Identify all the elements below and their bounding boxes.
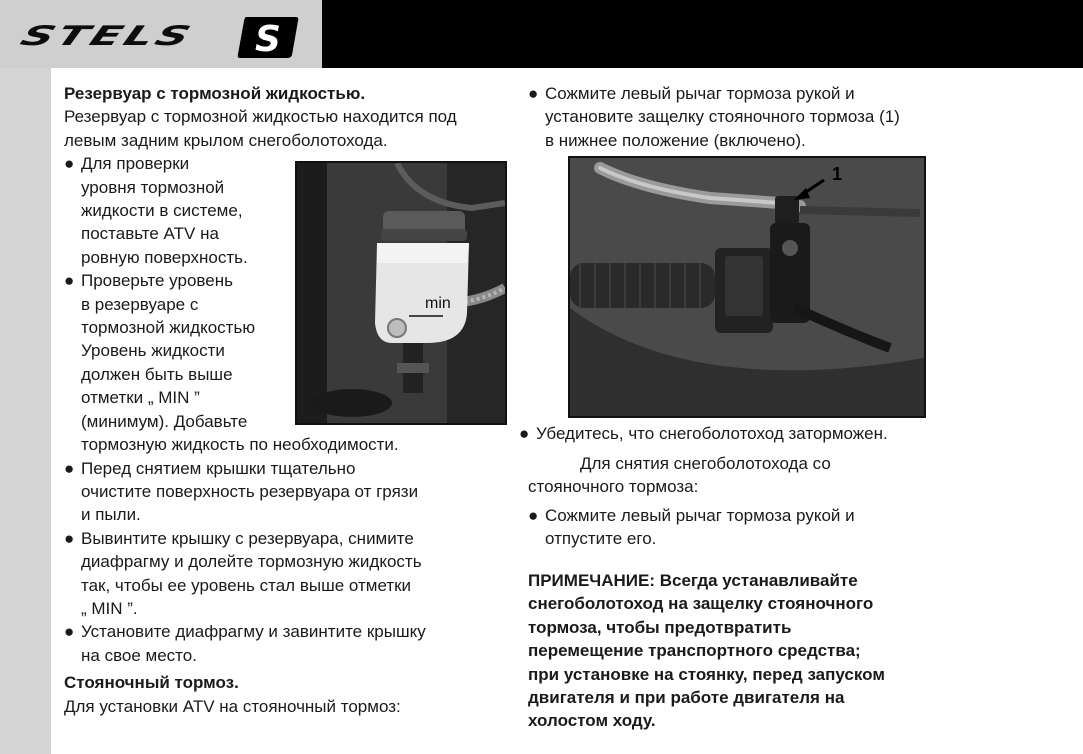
bullet-line: так, чтобы ее уровень стал выше отметки: [81, 575, 412, 595]
note-line: при установке на стоянку, перед запуском: [528, 664, 885, 684]
note-block: [528, 569, 968, 733]
release-bullet-section: [528, 504, 968, 551]
note-line: двигателя и при работе двигателя на: [528, 688, 845, 708]
bullet-line: Убедитесь, что снегоболотоход заторможен.: [536, 424, 888, 443]
bullet-line: Перед снятием крышки тщательно: [81, 458, 356, 478]
bullet-line: ровную поверхность.: [81, 247, 248, 267]
brand-logo-text: STELS: [15, 21, 199, 52]
bullet-line: Установите диафрагму и завинтите крышку: [81, 622, 426, 642]
bullet-line: Уровень жидкости: [81, 341, 225, 361]
bullet-line: „ MIN ”.: [81, 598, 138, 618]
bullet-squeeze-lever-release: [528, 504, 968, 551]
bullet-line: и пыли.: [81, 505, 141, 525]
brand-badge-icon: [236, 15, 300, 60]
bullet-icon: ●: [64, 622, 75, 642]
bullet-line: на свое место.: [81, 645, 197, 665]
right-column-lower: [519, 422, 979, 445]
bullet-line: уровня тормозной: [81, 177, 225, 197]
bullet-icon: ●: [64, 271, 75, 291]
bullet-icon: ●: [64, 528, 75, 548]
bullet-line: Для проверки: [81, 154, 190, 174]
reservoir-photo: [295, 161, 507, 425]
bullet-icon: ●: [64, 458, 75, 478]
bullet-check-level: [64, 152, 293, 269]
right-column: [528, 82, 968, 152]
bullet-confirm-braked: [519, 422, 979, 445]
bullet-icon: ●: [64, 154, 75, 174]
bullet-clean-cap: [64, 457, 506, 527]
logo-panel: [0, 0, 322, 68]
bullet-line: в резервуаре с: [81, 294, 199, 314]
bullet-line: должен быть выше: [81, 364, 233, 384]
left-sidebar-strip: [0, 68, 51, 754]
bullet-line: Сожмите левый рычаг тормоза рукой и: [545, 84, 855, 103]
bullet-line: установите защелку стояночного тормоза (1): [545, 107, 900, 127]
bullet-line: тормозной жидкостью: [81, 318, 256, 338]
heading-brake-reservoir: Резервуар с тормозной жидкостью.: [64, 84, 366, 103]
bullet-line: тормозную жидкость по необходимости.: [81, 435, 399, 455]
intro-line-1: Резервуар с тормозной жидкостью находится под: [64, 107, 457, 127]
bullet-refill: [64, 527, 506, 621]
min-mark-label: min: [425, 295, 451, 312]
note-line: снегоболотоход на защелку стояночного: [528, 594, 874, 614]
note-line: ПРИМЕЧАНИЕ: Всегда устанавливайте: [528, 571, 858, 590]
release-section: [528, 452, 968, 499]
bullet-line: Сожмите левый рычаг тормоза рукой и: [545, 506, 855, 525]
bullet-icon: ●: [519, 424, 530, 443]
bullet-squeeze-lever-set: [528, 82, 968, 152]
note-line: холостом ходу.: [528, 711, 656, 731]
callout-1-label: 1: [832, 164, 843, 184]
parking-intro: Для установки ATV на стояночный тормоз:: [64, 696, 401, 716]
bullet-icon: ●: [528, 506, 539, 525]
intro-line-2: левым задним крылом снегоболотохода.: [64, 130, 388, 150]
bullet-line: Вывинтите крышку с резервуара, снимите: [81, 528, 414, 548]
bullet-line: Проверьте уровень: [81, 271, 233, 291]
bullet-line: диафрагму и долейте тормозную жидкость: [81, 552, 422, 572]
brand-badge-letter: S: [255, 19, 281, 60]
heading-parking-brake: Стояночный тормоз.: [64, 673, 239, 693]
bullet-icon: ●: [528, 84, 539, 103]
parking-latch: [775, 196, 799, 224]
bullet-line: отпустите его.: [545, 529, 657, 549]
bullet-line: отметки „ MIN ”: [81, 388, 200, 408]
bullet-line: очистите поверхность резервуара от грязи: [81, 481, 419, 501]
bullet-line: в нижнее положение (включено).: [545, 130, 806, 150]
bullet-reinstall-cap: [64, 620, 506, 667]
brake-lever-photo: [568, 156, 926, 418]
release-line-1: Для снятия снегоболотохода со: [580, 454, 831, 473]
release-line-2: стояночного тормоза:: [528, 477, 699, 497]
bullet-line: жидкости в системе,: [81, 201, 243, 221]
note-line: тормоза, чтобы предотвратить: [528, 617, 792, 637]
bullet-line: поставьте ATV на: [81, 224, 219, 244]
note-line: перемещение транспортного средства;: [528, 641, 861, 661]
bullet-line: (минимум). Добавьте: [81, 411, 248, 431]
